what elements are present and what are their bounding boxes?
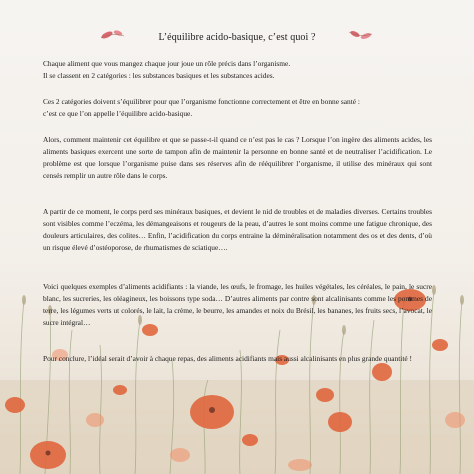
food-examples-paragraph: Voici quelques exemples d’aliments acidifiants : la viande, les œufs, le fromage, les huiles végétales, les céréales, le pain, le sucre blanc, les sucreries, les oléagineux, les boissons type soda… D’autres aliments par contre sont alcalinisants comme les pommes de terre, les légumes verts ut colorés, le lait, la crème, le beurre, les amandes et noix du Brésil, les bananes, les fruits secs, l’avocat, le sucre intégral… [43,282,432,327]
paragraph-line: Il se classent en 2 catégories : les substances basiques et les substances acides. [43,71,275,80]
balance-paragraph [43,96,432,120]
paragraph-line: Ces 2 catégories doivent s’équilibrer pour que l’organisme fonctionne correctement et être en bonne santé : [43,97,360,106]
maintenance-paragraph: Alors, comment maintenir cet équilibre et que se passe-t-il quand ce n’est pas le cas ? Lorsque l’on ingère des aliments acides, les aliments basiques exercent une sorte de tampon afin de maintenir la personne en bonne santé et de neutraliser l’acidification. Le problème est que lorsque l’organisme puise dans ses réserves afin de rééquilibrer l’organisme, il utilise des minéraux qui sont censés remplir un autre rôle dans le corps. [43,135,432,180]
page-title: L’équilibre acido-basique, c’est quoi ? [158,32,316,43]
intro-paragraph [43,58,432,82]
consequences-paragraph: A partir de ce moment, le corps perd ses minéraux basiques, et devient le nid de troubles et de maladies diverses. Certains troubles sont visibles comme l’eczéma, les démangeaisons et rougeurs de la peau, d’autres le sont moins comme une fatigue chronique, des douleurs articulaires, des colites… Enfin, l’acidification du corps entraine la déminéralisation notamment des os et des dents, d’où un risque élevé d’ostéoporose, de rhumatismes de sciatique…. [43,207,432,252]
petals-icon [345,26,375,42]
paragraph-line: c’est ce que l’on appelle l’équilibre acido-basique. [43,109,193,118]
paragraph-line: Chaque aliment que vous mangez chaque jour joue un rôle précis dans l’organisme. [43,59,291,68]
conclusion-paragraph: Pour conclure, l’idéal serait d’avoir à chaque repas, des aliments acidifiants mais aussi alcalinisants en plus grande quantité ! [43,354,412,363]
